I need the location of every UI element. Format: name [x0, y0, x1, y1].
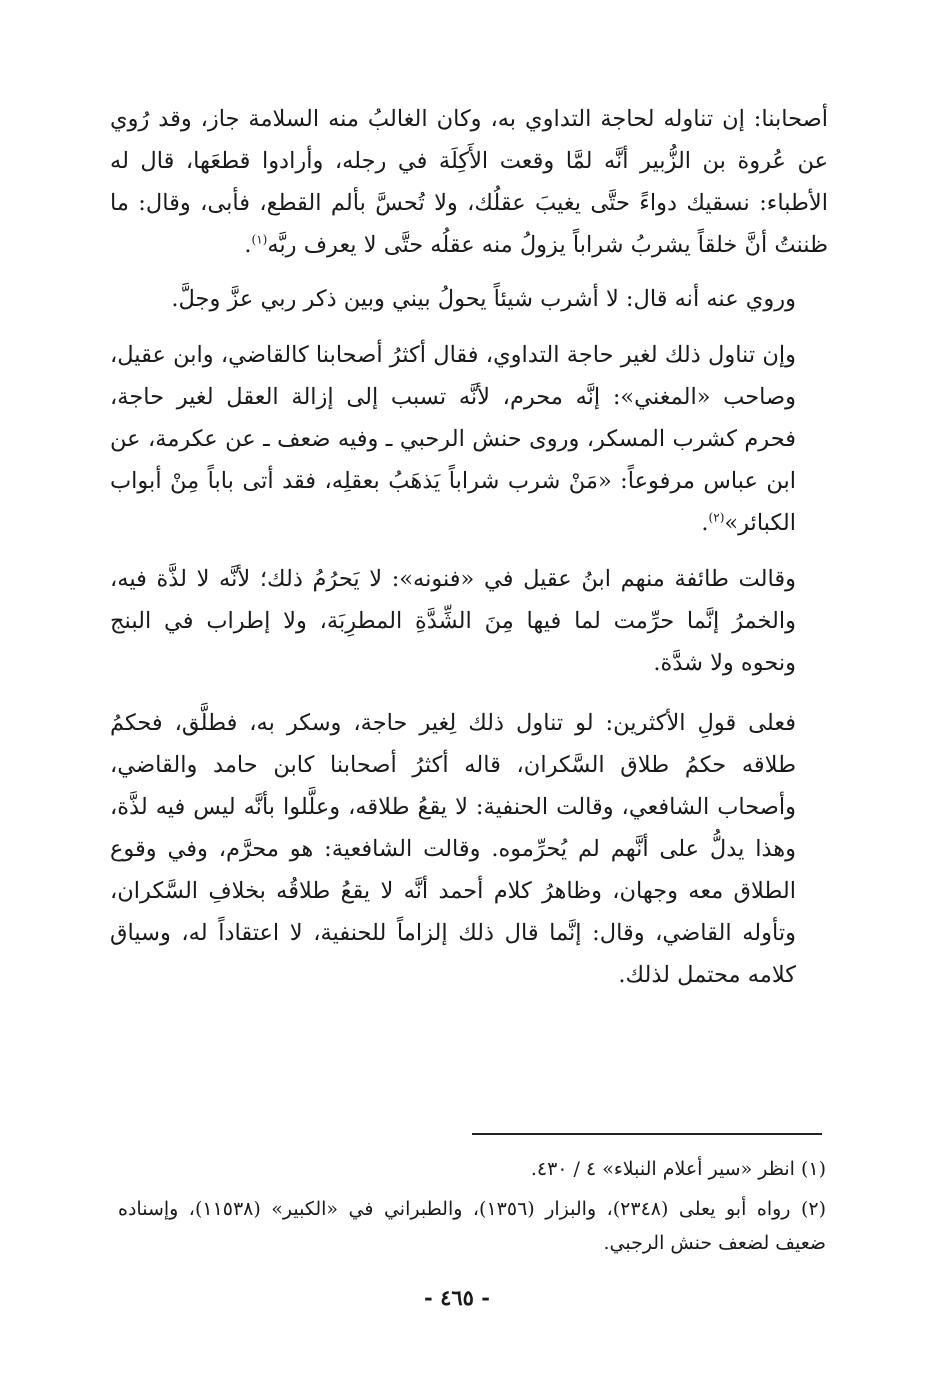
paragraph-1-end: .: [244, 232, 252, 258]
footnotes: [118, 1152, 826, 1266]
paragraph-1-text: أصحابنا: إن تناوله لحاجة التداوي به، وكان الغالبُ منه السلامة جاز، وقد رُوي عن عُروة بن الزُّبير أنَّه لمَّا وقعت الأَكِلَة في رجله، وأرادوا قطعَها، قال له الأطباء: نسقيك دواءً حتَّى يغيبَ عقلُك، ولا تُحسَّ بألم القطع، فأبى، وقال: ما ظننتُ أنَّ خلقاً يشربُ شراباً يزولُ منه عقلُه حتَّى لا يعرف ربَّه: [110, 106, 828, 258]
page-number: - ٤٦٥ -: [424, 1285, 490, 1310]
footnote-2: (٢) رواه أبو يعلى (٢٣٤٨)، والبزار (١٣٥٦)، والطبراني في «الكبير» (١١٥٣٨)، وإسناده ضعيف لضعف حنش الرجبي.: [118, 1198, 827, 1254]
paragraph-1: [110, 98, 828, 266]
footnote-divider: [472, 1133, 822, 1135]
paragraph-2: وروي عنه أنه قال: لا أشرب شيئاً يحولُ بيني وبين ذكر ربي عزَّ وجلَّ.: [171, 286, 796, 312]
paragraph-3: [110, 334, 828, 544]
main-text: [110, 98, 828, 996]
footnote-ref-2: (٢): [708, 510, 725, 525]
footnote-1: (١) انظر «سير أعلام النبلاء» ٤ / ٤٣٠.: [530, 1158, 826, 1180]
paragraph-3-end: .: [701, 510, 709, 536]
paragraph-5: فعلى قولِ الأكثرين: لو تناول ذلك لِغير حاجة، وسكر به، فطلَّق، فحكمُ طلاقه حكمُ طلاق السَّكران، قاله أكثرُ أصحابنا كابن حامد والقاضي، وأصحاب الشافعي، وقالت الحنفية: لا يقعُ طلاقه، وعلَّلوا بأنَّه ليس فيه لذَّة، وهذا يدلُّ على أنَّهم لم يُحرِّموه. وقالت الشافعية: هو محرَّم، وفي وقوع الطلاق معه وجهان، وظاهرُ كلام أحمد أنَّه لا يقعُ طلاقُه بخلافِ السَّكران، وتأوله القاضي، وقال: إنَّما قال ذلك إلزاماً للحنفية، لا اعتقاداً له، وسياق كلامه محتمل لذلك.: [110, 710, 796, 988]
paragraph-3-text: وإن تناول ذلك لغير حاجة التداوي، فقال أكثرُ أصحابنا كالقاضي، وابن عقيل، وصاحب «المغني»: إنَّه محرم، لأنَّه تسبب إلى إزالة العقل لغير حاجة، فحرم كشرب المسكر، وروى حنش الرحبي ـ وفيه ضعف ـ عن عكرمة، عن ابن عباس مرفوعاً: «مَنْ شرب شراباً يَذهَبُ بعقلِه، فقد أتى باباً مِنْ أبواب الكبائر»: [110, 342, 796, 536]
paragraph-4: وقالت طائفة منهم ابنُ عقيل في «فنونه»: لا يَحرُمُ ذلك؛ لأنَّه لا لذَّة فيه، والخمرُ إنَّما حرِّمت لما فيها مِنَ الشِّدَّةِ المطرِبَة، ولا إطراب في البنج ونحوه ولا شدَّة.: [110, 566, 796, 676]
footnote-ref-1: (١): [251, 232, 268, 247]
